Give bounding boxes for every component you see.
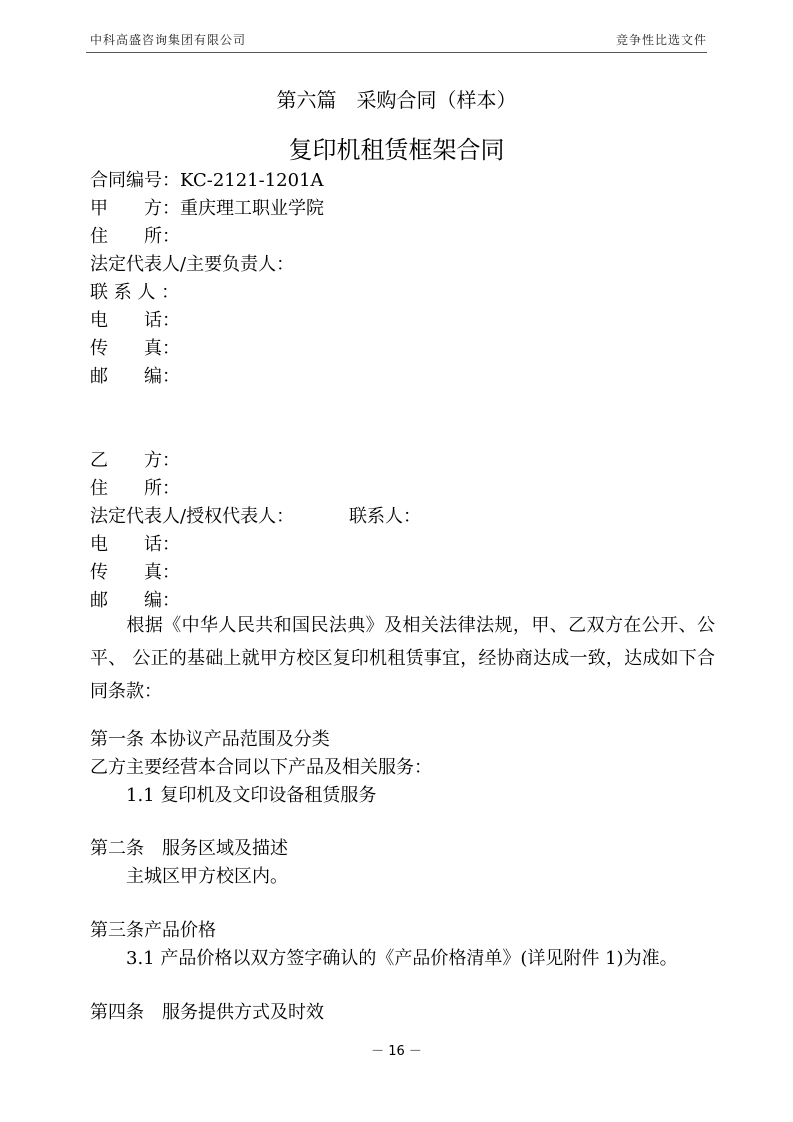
preamble-paragraph (90, 609, 715, 708)
party-a-contact: 联 系 人 ： (90, 282, 180, 303)
article2-heading: 第二条 服务区域及描述 (90, 838, 288, 859)
party-a-representative: 法定代表人/主要负责人： (90, 254, 295, 275)
party-a-address: 住 所： (90, 226, 180, 247)
page-number: － 16 － (371, 1044, 422, 1059)
party-b-postcode: 邮 编： (90, 590, 180, 611)
preamble-text: 根据《中华人民共和国民法典》及相关法律法规，甲、乙双方在公开、公平、 公正的基础上就甲方校区复印机租赁事宜，经协商达成一致，达成如下合同条款： (90, 615, 715, 702)
contract-number: 合同编号：KC-2121-1201A (90, 170, 324, 191)
party-b-fax: 传 真： (90, 562, 180, 583)
contract-title: 复印机租赁框架合同 (288, 136, 505, 164)
party-b-phone: 电 话： (90, 534, 180, 555)
article1-heading: 第一条 本协议产品范围及分类 (90, 729, 330, 750)
party-b-address: 住 所： (90, 478, 180, 499)
article3-text: 3.1 产品价格以双方签字确认的《产品价格清单》(详见附件 1)为准。 (126, 948, 678, 969)
header-divider (86, 52, 707, 53)
header-doc-type: 竞争性比选文件 (615, 33, 707, 47)
party-b-representative: 法定代表人/授权代表人： (90, 506, 295, 527)
article1-item: 1.1 复印机及文印设备租赁服务 (126, 785, 377, 806)
party-b-contact: 联系人： (349, 506, 421, 527)
party-a-postcode: 邮 编： (90, 366, 180, 387)
article3-heading: 第三条产品价格 (90, 920, 216, 941)
part-title: 第六篇 采购合同（样本） (276, 88, 517, 112)
article2-text: 主城区甲方校区内。 (126, 866, 288, 887)
party-a-phone: 电 话： (90, 310, 180, 331)
article1-intro: 乙方主要经营本合同以下产品及相关服务： (90, 757, 432, 778)
header-company: 中科高盛咨询集团有限公司 (90, 33, 247, 47)
party-b-name: 乙 方： (90, 450, 180, 471)
article4-heading: 第四条 服务提供方式及时效 (90, 1002, 324, 1023)
party-a-name: 甲 方：重庆理工职业学院 (90, 198, 324, 219)
party-a-fax: 传 真： (90, 338, 180, 359)
